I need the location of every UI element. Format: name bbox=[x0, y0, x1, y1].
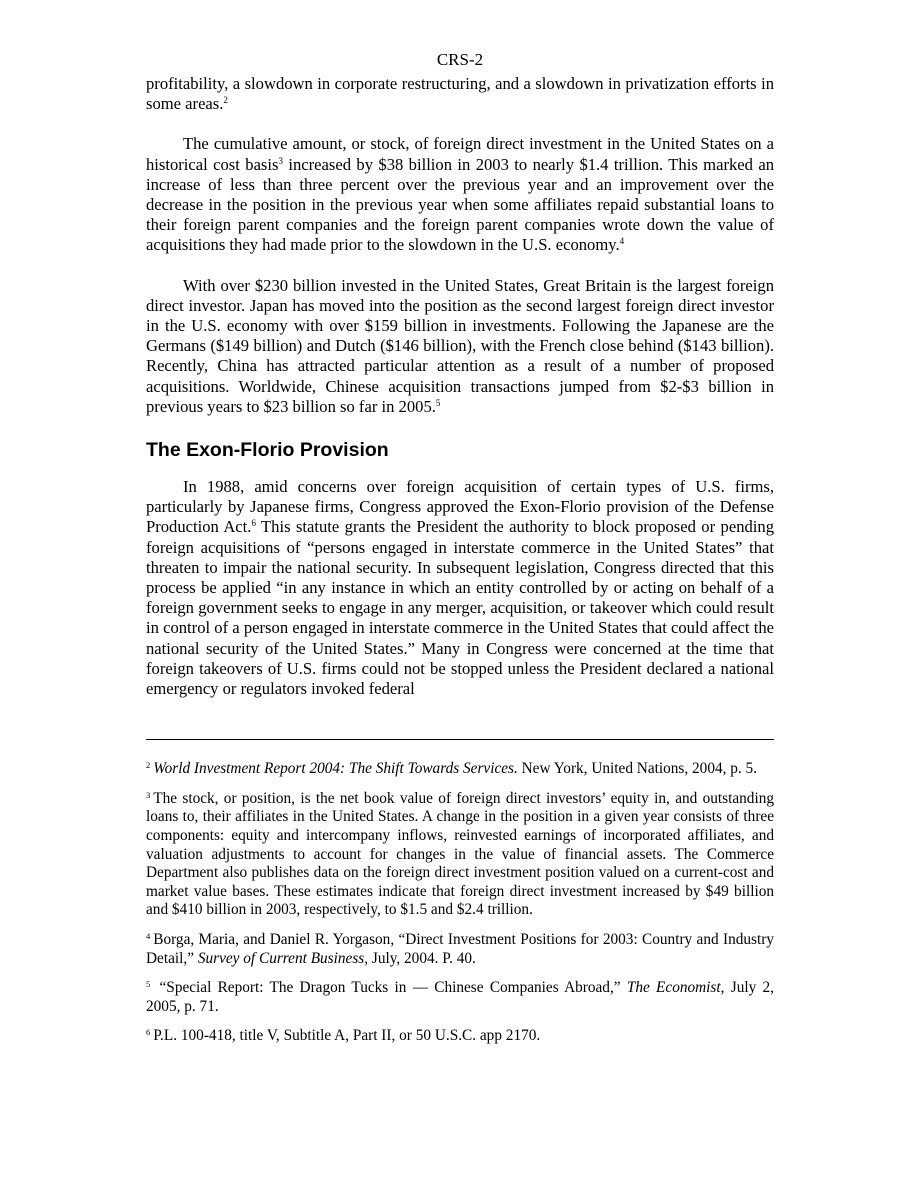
document-page bbox=[146, 50, 774, 1057]
section-heading: The Exon-Florio Provision bbox=[146, 439, 389, 462]
footnote-ref-2[interactable]: 2 bbox=[223, 95, 228, 106]
footnote-4-pre: Borga, Maria, and Daniel R. Yorgason, “Direct Investment Positions for 2003: Country and Industry Detail,” bbox=[146, 931, 774, 967]
footnote-ref-6[interactable]: 6 bbox=[251, 518, 256, 529]
footnote-4-journal: Survey of Current Business bbox=[197, 949, 365, 967]
footnote-2 bbox=[146, 760, 774, 779]
paragraph-4-text-a: In 1988, amid concerns over foreign acquisition of certain types of U.S. firms, particularly by Japanese firms, Congress approved the Exon-Florio provision of the Defense Production Act. bbox=[146, 477, 774, 537]
footnote-ref-4[interactable]: 4 bbox=[619, 236, 625, 247]
footnote-separator bbox=[146, 739, 774, 740]
footnote-6-number: 6 bbox=[146, 1027, 151, 1038]
footnote-2-rest: New York, United Nations, 2004, p. 5. bbox=[517, 760, 758, 778]
paragraph-1-text: profitability, a slowdown in corporate restructuring, and a slowdown in privatization efforts in some areas. bbox=[146, 74, 774, 114]
paragraph-3 bbox=[146, 276, 774, 417]
page-header: CRS-2 bbox=[436, 50, 484, 69]
paragraph-4 bbox=[146, 477, 774, 699]
footnote-3 bbox=[146, 790, 774, 920]
footnote-5-journal: The Economist bbox=[626, 979, 721, 997]
footnote-4-post: , July, 2004. P. 40. bbox=[364, 949, 476, 967]
footnote-5-pre: “Special Report: The Dragon Tucks in — Chinese Companies Abroad,” bbox=[153, 979, 627, 997]
paragraph-2 bbox=[146, 134, 774, 255]
paragraph-4-text-b: This statute grants the President the authority to block proposed or pending foreign acquisitions of “persons engaged in interstate commerce in the United States” that threaten to impair the national security. In subsequent legislation, Congress directed that this process be applied “in any instance in which an entity controlled by or acting on behalf of a foreign government seeks to engage in any merger, acquisition, or takeover which could result in control of a person engaged in interstate commerce in the United States that could affect the national security of the United States.” Many in Congress were concerned at the time that foreign takeovers of U.S. firms could not be stopped unless the President declared a national emergency or regulators invoked federal bbox=[146, 517, 775, 699]
footnote-2-number: 2 bbox=[146, 760, 151, 771]
footnote-6-text: P.L. 100-418, title V, Subtitle A, Part II, or 50 U.S.C. app 2170. bbox=[153, 1027, 541, 1045]
paragraph-2-text-a: The cumulative amount, or stock, of foreign direct investment in the United States on a historical cost basis bbox=[146, 134, 774, 174]
footnote-3-number: 3 bbox=[146, 789, 151, 800]
footnote-2-title: World Investment Report 2004: The Shift Towards Services. bbox=[153, 760, 518, 778]
paragraph-2-text-b: increased by $38 billion in 2003 to nearly $1.4 trillion. This marked an increase of less than three percent over the previous year and an improvement over the decrease in the position in the previous year when some affiliates repaid substantial loans to their foreign parent companies and the foreign parent companies wrote down the value of acquisitions they had made prior to the slowdown in the U.S. economy. bbox=[146, 154, 774, 255]
footnote-3-text: The stock, or position, is the net book value of foreign direct investors’ equity in, and outstanding loans to, their affiliates in the United States. A change in the position in a given year consists of three components: equity and intercompany inflows, reinvested earnings of incorporated affiliates, and valuation adjustments to account for changes in the value of financial assets. The Commerce Department also publishes data on the foreign direct investment position valued on a current-cost and market value bases. These estimates indicate that foreign direct investment increased by $49 billion and $410 billion in 2003, respectively, to $1.5 and $2.4 trillion. bbox=[146, 789, 774, 919]
footnote-4-number: 4 bbox=[146, 931, 151, 942]
footnote-5 bbox=[146, 979, 774, 1016]
paragraph-3-text: With over $230 billion invested in the United States, Great Britain is the largest foreign direct investor. Japan has moved into the position as the second largest foreign direct investor in the U.S. economy with over $159 billion in investments. Following the Japanese are the Germans ($149 billion) and Dutch ($146 billion), with the French close behind ($143 billion). Recently, China has attracted particular attention as a result of a number of proposed acquisitions. Worldwide, Chinese acquisition transactions jumped from $2-$3 billion in previous years to $23 billion so far in 2005. bbox=[146, 275, 774, 416]
paragraph-1 bbox=[146, 74, 774, 114]
footnote-ref-3[interactable]: 3 bbox=[278, 155, 283, 166]
footnote-5-post: , July 2, 2005, p. 71. bbox=[146, 979, 774, 1015]
footnote-6 bbox=[146, 1027, 774, 1046]
footnote-5-number: 5 bbox=[146, 979, 151, 990]
footnote-ref-5[interactable]: 5 bbox=[435, 397, 441, 408]
footnote-4 bbox=[146, 931, 774, 968]
